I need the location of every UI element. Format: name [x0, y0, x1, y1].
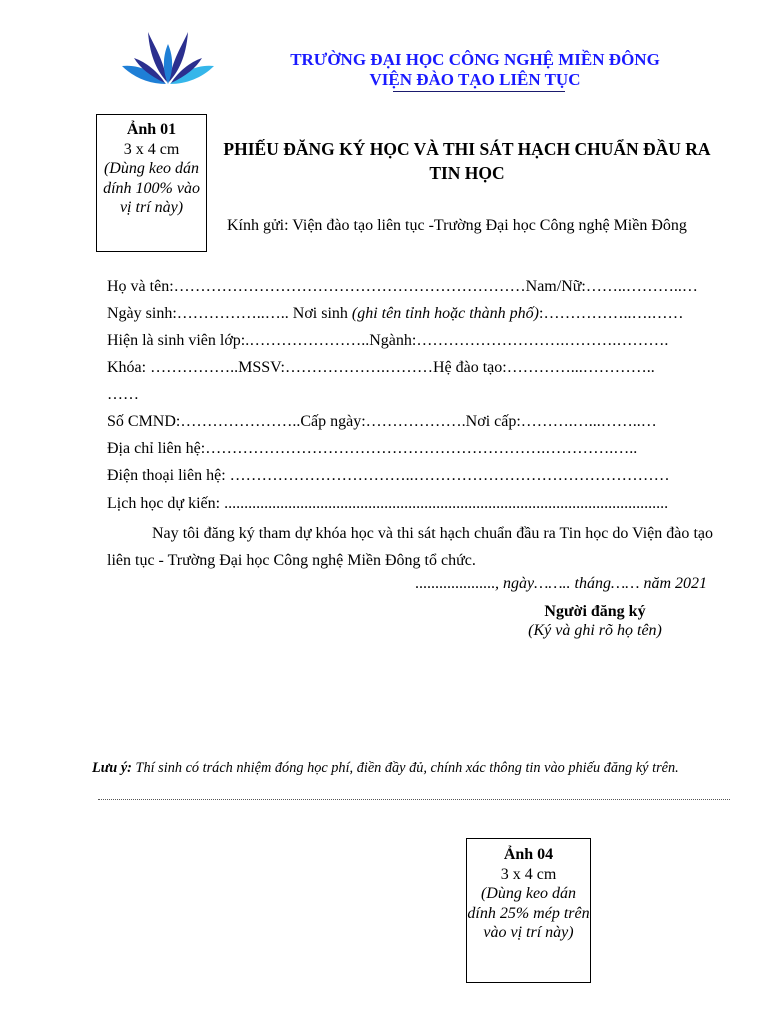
field-birth — [107, 304, 717, 324]
field-class-major: Hiện là sinh viên lớp:.…………………..Ngành:……………………….……….………. — [107, 332, 669, 349]
field-address: Địa chỉ liên hệ:……………………………………………………….………….….. — [107, 440, 638, 457]
header-underline — [393, 91, 565, 92]
date-line — [300, 575, 707, 593]
photo-04-title: Ảnh 04 — [503, 846, 554, 863]
signer-title: Người đăng ký — [544, 603, 646, 620]
salutation: Kính gửi: Viện đào tạo liên tục -Trường Đại học Công nghệ Miền Đông — [227, 217, 687, 234]
field-birth-label: Ngày sinh:……………..….. Nơi sinh — [107, 305, 352, 322]
date-place-dots: .................... — [414, 575, 495, 592]
photo-01-size: 3 x 4 cm — [123, 140, 180, 158]
university-logo — [120, 28, 216, 86]
dotted-divider — [98, 799, 730, 800]
field-birth-hint: (ghi tên tỉnh hoặc thành phố) — [351, 305, 539, 322]
photo-box-04 — [466, 838, 591, 983]
photo-04-note: (Dùng keo dán dính 25% mép trên vào vị trí này) — [467, 885, 590, 941]
field-id-card: Số CMND:…………………..Cấp ngày:……………….Nơi cấp:……….…...……..… — [107, 413, 657, 430]
signer-note: (Ký và ghi rõ họ tên) — [528, 622, 662, 639]
field-course-id-cont: …… — [107, 386, 139, 403]
registration-statement: Nay tôi đăng ký tham dự khóa học và thi sát hạch chuẩn đầu ra Tin học do Viện đào tạo liên tục - Trường Đại học Công nghệ Miền Đông tổ chức. — [107, 525, 713, 569]
field-schedule: Lịch học dự kiến: ............................................................................................................... — [107, 495, 669, 512]
date-text: , ngày…….. tháng…… năm 2021 — [494, 575, 707, 592]
footnote-text: Thí sinh có trách nhiệm đóng học phí, điền đầy đủ, chính xác thông tin vào phiếu đăng ký trên. — [131, 760, 679, 776]
photo-box-01 — [96, 114, 207, 252]
photo-01-note: (Dùng keo dán dính 100% vào vị trí này) — [103, 160, 200, 216]
field-phone: Điện thoại liên hệ: ……………………………..………………………………………… — [107, 467, 670, 484]
field-course-id: Khóa: ……………..MSSV:……………….………Hệ đào tạo:…………...………….. — [107, 359, 655, 376]
institute-name: VIỆN ĐÀO TẠO LIÊN TỤC — [369, 70, 581, 89]
footnote — [92, 760, 742, 777]
photo-04-size: 3 x 4 cm — [500, 865, 557, 883]
photo-01-title: Ảnh 01 — [126, 121, 177, 138]
university-name: TRƯỜNG ĐẠI HỌC CÔNG NGHỆ MIỀN ĐÔNG — [290, 50, 660, 69]
field-birth-dots: :……………..….…… — [539, 305, 684, 322]
form-title: PHIẾU ĐĂNG KÝ HỌC VÀ THI SÁT HẠCH CHUẨN ĐẦU RA TIN HỌC — [223, 139, 711, 183]
footnote-label: Lưu ý: — [92, 760, 132, 776]
field-full-name: Họ và tên:…………………………………………………………Nam/Nữ:……..………..… — [107, 278, 698, 295]
